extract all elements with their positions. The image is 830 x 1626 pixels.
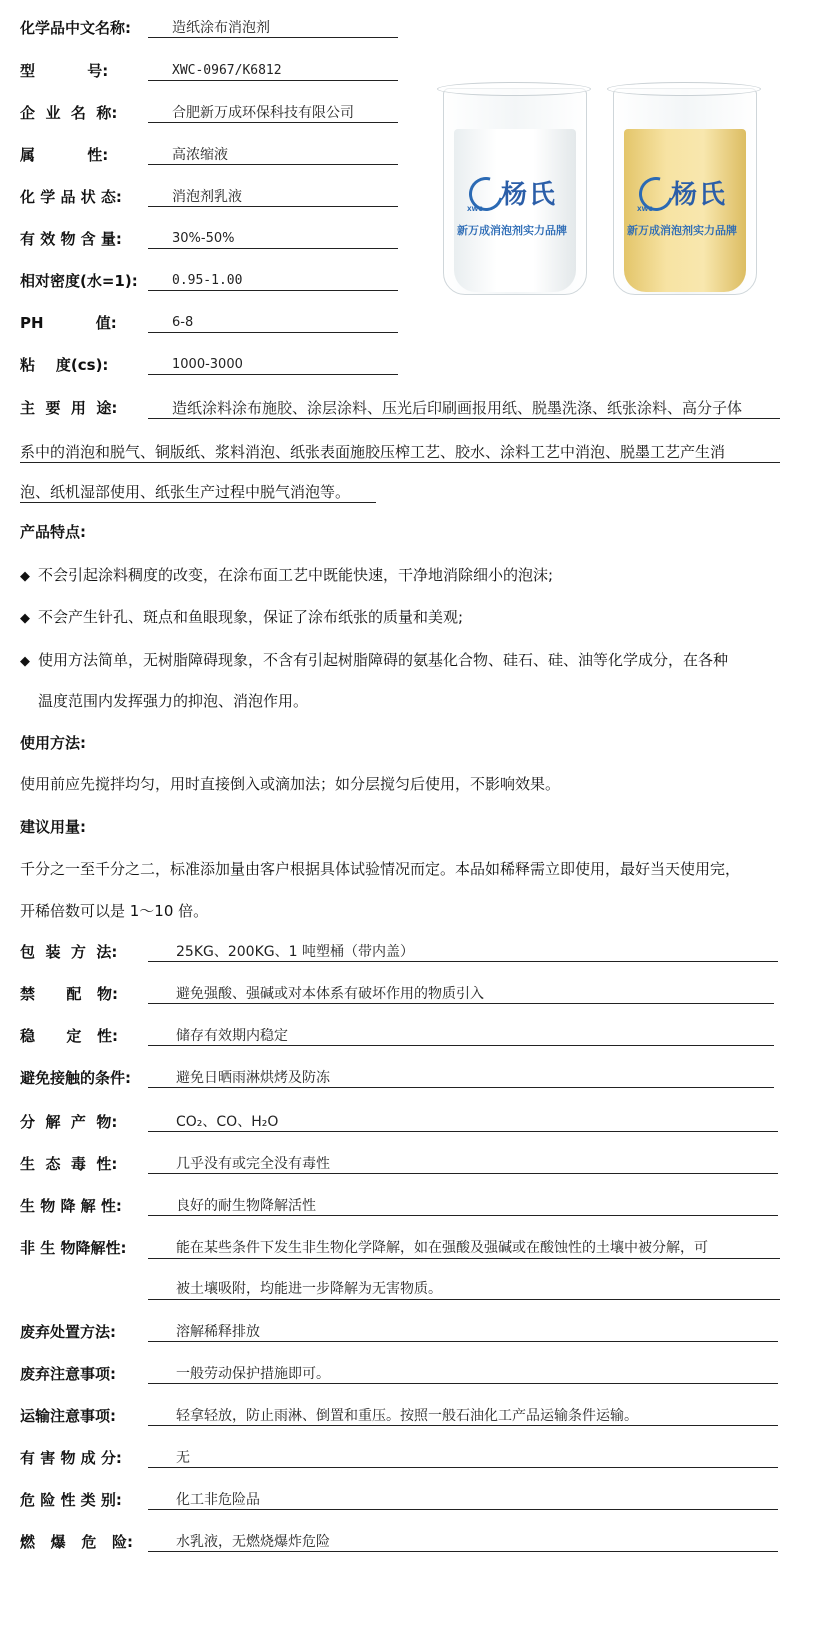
field-label: 禁 配 物: — [20, 985, 118, 1003]
brand-slogan: 新万成消泡剂实力品牌 — [627, 224, 737, 237]
field-underline — [148, 374, 398, 375]
field-label: 化 学 品 状 态: — [20, 188, 122, 206]
field-underline — [148, 37, 398, 38]
field-underline — [148, 1551, 778, 1552]
field-underline — [148, 1045, 774, 1046]
diamond-bullet-icon: ◆ — [20, 611, 30, 626]
field-value: 一般劳动保护措施即可。 — [176, 1366, 330, 1382]
feature-item: ◆ 不会引起涂料稠度的改变，在涂布面工艺中既能快速，干净地消除细小的泡沫; — [20, 565, 553, 587]
field-value-continued: 被土壤吸附，均能进一步降解为无害物质。 — [176, 1281, 442, 1297]
field-underline — [148, 290, 398, 291]
field-underline — [148, 1425, 778, 1426]
field-value: 几乎没有或完全没有毒性 — [176, 1156, 330, 1172]
product-image — [435, 80, 775, 305]
field-underline — [148, 1341, 778, 1342]
features-title: 产品特点: — [20, 523, 86, 541]
field-underline — [148, 1215, 778, 1216]
field-label: 化学品中文名称: — [20, 19, 131, 37]
method-text: 使用前应先搅拌均匀，用时直接倒入或滴加法；如分层搅匀后使用，不影响效果。 — [20, 775, 561, 793]
diamond-bullet-icon: ◆ — [20, 569, 30, 584]
brand-name: 杨氏 — [501, 180, 558, 210]
method-title: 使用方法: — [20, 734, 86, 752]
diamond-bullet-icon: ◆ — [20, 654, 30, 669]
field-label: 废弃注意事项: — [20, 1365, 116, 1383]
field-label: 避免接触的条件: — [20, 1069, 131, 1087]
field-underline — [148, 122, 398, 123]
field-label: 废弃处置方法: — [20, 1323, 116, 1341]
brand-code: XWC — [467, 206, 483, 213]
field-label: 有 效 物 含 量: — [20, 230, 122, 248]
dosage-line: 千分之一至千分之二，标准添加量由客户根据具体试验情况而定。本品如稀释需立即使用，最好当天使用完， — [20, 860, 741, 878]
field-value: 良好的耐生物降解活性 — [176, 1198, 316, 1214]
usage-underline — [20, 462, 780, 463]
field-value: 无 — [176, 1450, 190, 1466]
usage-underline — [20, 502, 376, 503]
field-label: 稳 定 性: — [20, 1027, 118, 1045]
field-label: 粘 度(cs): — [20, 356, 109, 374]
brand-code: XWC — [637, 206, 653, 213]
field-value: 避免日晒雨淋烘烤及防冻 — [176, 1070, 330, 1086]
field-underline — [148, 961, 778, 962]
dosage-title: 建议用量: — [20, 818, 86, 836]
field-value: 6-8 — [172, 315, 194, 330]
field-underline — [148, 1087, 774, 1088]
usage-line: 系中的消泡和脱气、铜版纸、浆料消泡、纸张表面施胶压榨工艺、胶水、涂料工艺中消泡、脱墨工艺产生消 — [20, 443, 726, 461]
field-value: 高浓缩液 — [172, 147, 228, 163]
field-value: 溶解稀释排放 — [176, 1324, 260, 1340]
field-label: 企 业 名 称: — [20, 104, 118, 122]
beaker-yellow — [605, 80, 763, 300]
feature-item: ◆ 使用方法简单，无树脂障碍现象，不含有引起树脂障碍的氨基化合物、硅石、硅、油等化学成分，在各种 — [20, 650, 728, 672]
field-label: 燃 爆 危 险: — [20, 1533, 133, 1551]
field-underline — [148, 1299, 780, 1300]
field-label: 属 性: — [20, 146, 109, 164]
field-underline — [148, 206, 398, 207]
field-label: 型 号: — [20, 62, 109, 80]
field-value: 轻拿轻放，防止雨淋、倒置和重压。按照一般石油化工产品运输条件运输。 — [176, 1408, 638, 1424]
field-value: 能在某些条件下发生非生物化学降解，如在强酸及强碱或在酸蚀性的土壤中被分解，可 — [176, 1240, 708, 1256]
field-underline — [148, 164, 398, 165]
brand-slogan: 新万成消泡剂实力品牌 — [457, 224, 567, 237]
field-underline — [148, 1131, 778, 1132]
usage-label: 主 要 用 途: — [20, 399, 118, 417]
field-value: 避免强酸、强碱或对本体系有破坏作用的物质引入 — [176, 986, 484, 1002]
field-label: 生 态 毒 性: — [20, 1155, 118, 1173]
field-underline — [148, 1509, 778, 1510]
field-underline — [148, 1467, 778, 1468]
dosage-line: 开稀倍数可以是 1～10 倍。 — [20, 902, 209, 920]
field-value: 化工非危险品 — [176, 1492, 260, 1508]
field-label: 运输注意事项: — [20, 1407, 116, 1425]
field-value: 30%-50% — [172, 231, 235, 246]
usage-underline — [148, 418, 780, 419]
field-underline — [148, 1173, 778, 1174]
field-value: 水乳液，无燃烧爆炸危险 — [176, 1534, 330, 1550]
field-label: 生 物 降 解 性: — [20, 1197, 122, 1215]
field-value: CO₂、CO、H₂O — [176, 1114, 279, 1130]
field-value: 消泡剂乳液 — [172, 189, 242, 205]
field-value: 1000-3000 — [172, 357, 243, 372]
field-label: 危 险 性 类 别: — [20, 1491, 122, 1509]
field-label: PH 值: — [20, 314, 117, 332]
field-underline — [148, 1003, 774, 1004]
field-label: 分 解 产 物: — [20, 1113, 118, 1131]
field-value: 造纸涂布消泡剂 — [172, 20, 270, 36]
feature-item-continued: 温度范围内发挥强力的抑泡、消泡作用。 — [38, 692, 309, 710]
field-underline — [148, 80, 398, 81]
field-underline — [148, 1258, 780, 1259]
field-underline — [148, 1383, 778, 1384]
field-value: XWC-0967/K6812 — [172, 63, 282, 78]
field-value: 25KG、200KG、1 吨塑桶（带内盖） — [176, 944, 414, 960]
field-value: 合肥新万成环保科技有限公司 — [172, 105, 354, 121]
brand-name: 杨氏 — [671, 180, 728, 210]
field-value: 储存有效期内稳定 — [176, 1028, 288, 1044]
feature-item: ◆ 不会产生针孔、斑点和鱼眼现象，保证了涂布纸张的质量和美观; — [20, 607, 463, 629]
field-label: 包 装 方 法: — [20, 943, 118, 961]
usage-line: 泡、纸机湿部使用、纸张生产过程中脱气消泡等。 — [20, 483, 351, 501]
field-value: 0.95-1.00 — [172, 273, 243, 288]
usage-line: 造纸涂料涂布施胶、涂层涂料、压光后印刷画报用纸、脱墨洗涤、纸张涂料、高分子体 — [172, 399, 743, 417]
field-underline — [148, 332, 398, 333]
field-label: 非 生 物降解性: — [20, 1239, 127, 1257]
beaker-white — [435, 80, 593, 300]
field-label: 有 害 物 成 分: — [20, 1449, 122, 1467]
field-underline — [148, 248, 398, 249]
field-label: 相对密度(水=1): — [20, 272, 138, 290]
